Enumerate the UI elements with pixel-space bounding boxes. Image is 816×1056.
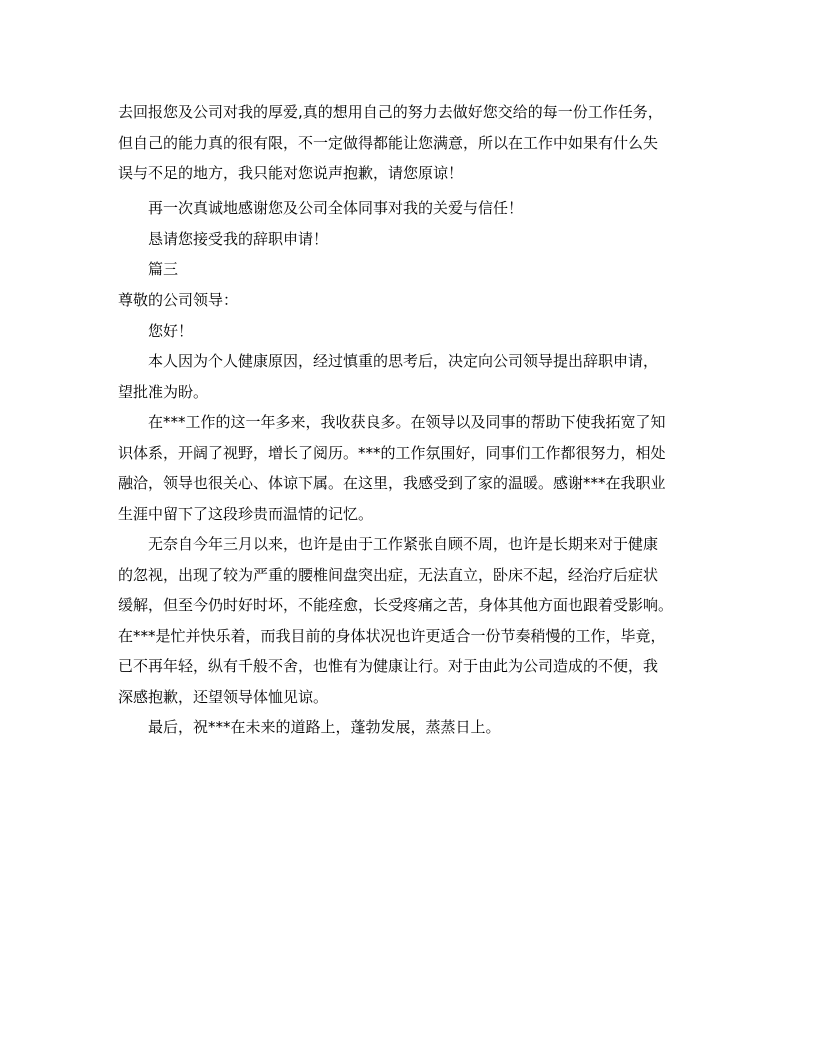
text-line: 恳请您接受我的辞职申请！ [148, 230, 329, 248]
request-paragraph [118, 224, 698, 255]
text-line: 融洽，领导也很关心、体谅下属。在这里，我感受到了家的温暖。感谢***在我职业 [118, 474, 666, 492]
text-line: 最后，祝***在未来的道路上，蓬勃发展，蒸蒸日上。 [148, 718, 501, 736]
text-line: 在***是忙并快乐着，而我目前的身体状况也许更适合一份节奏稍慢的工作，毕竟， [118, 626, 666, 645]
salutation-text: 尊敬的公司领导： [118, 291, 239, 309]
text-line: 去回报您及公司对我的厚爱,真的想用自己的努力去做好您交给的每一份工作任务， [118, 103, 663, 121]
text-line: 缓解，但至今仍时好时坏，不能痊愈，长受疼痛之苦，身体其他方面也跟着受影响。 [118, 596, 674, 614]
text-line: 识体系，开阔了视野，增长了阅历。***的工作氛围好，同事们工作都很努力，相处 [118, 443, 666, 462]
thanks-paragraph [118, 193, 698, 224]
text-line: 的忽视，出现了较为严重的腰椎间盘突出症，无法直立，卧床不起，经治疗后症状 [118, 565, 659, 584]
text-line: 误与不足的地方，我只能对您说声抱歉，请您原谅！ [118, 164, 464, 182]
salutation [118, 285, 698, 316]
body-paragraph-2 [118, 407, 698, 529]
text-line: 在***工作的这一年多来，我收获良多。在领导以及同事的帮助下使我拓宽了知 [148, 413, 666, 431]
text-line: 但自己的能力真的很有限，不一定做得都能让您满意，所以在工作中如果有什么失 [118, 133, 659, 152]
text-line: 再一次真诚地感谢您及公司全体同事对我的关爱与信任！ [148, 199, 524, 217]
text-line: 已不再年轻，纵有千般不舍，也惟有为健康让行。对于由此为公司造成的不便，我 [118, 657, 659, 675]
body-paragraph-1 [118, 346, 698, 407]
text-line: 生涯中留下了这段珍贵而温情的记忆。 [118, 504, 374, 523]
greeting [118, 316, 698, 347]
section-title-text: 篇三 [148, 260, 179, 278]
section-title [118, 254, 698, 285]
text-line: 深感抱歉，还望领导体恤见谅。 [118, 687, 329, 706]
body-paragraph-3 [118, 529, 698, 712]
text-line: 无奈自今年三月以来，也许是由于工作紧张自顾不周，也许是长期来对于健康 [148, 535, 659, 553]
continuation-paragraph [118, 97, 698, 189]
text-line: 本人因为个人健康原因，经过慎重的思考后，决定向公司领导提出辞职申请， [148, 352, 659, 370]
closing-paragraph [118, 712, 698, 743]
greeting-text: 您好！ [148, 322, 194, 340]
text-line: 望批准为盼。 [118, 382, 209, 401]
